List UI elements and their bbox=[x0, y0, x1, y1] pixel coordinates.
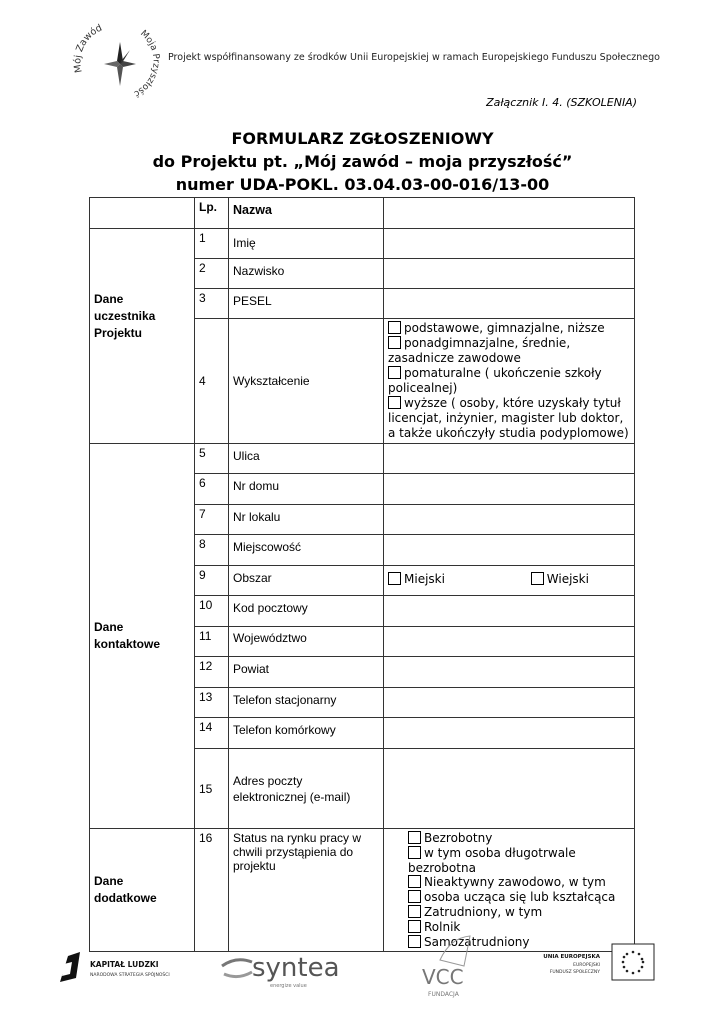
row-nr: 9 bbox=[195, 566, 229, 596]
county-field[interactable] bbox=[384, 657, 635, 688]
eu-sub2: FUNDUSZ SPOŁECZNY bbox=[549, 970, 600, 975]
status-option[interactable]: Bezrobotny bbox=[408, 831, 630, 846]
syntea-tagline: energize value bbox=[270, 983, 307, 989]
education-options bbox=[384, 319, 635, 444]
vcc-subtitle: FUNDACJA bbox=[428, 991, 459, 998]
header-lp: Lp. bbox=[195, 198, 229, 229]
vcc-wordmark: VCC bbox=[422, 965, 464, 989]
project-title: do Projektu pt. „Mój zawód – moja przyszłość” bbox=[152, 152, 573, 171]
project-logo bbox=[72, 20, 164, 98]
row-label-county: Powiat bbox=[229, 657, 384, 688]
checkbox-icon bbox=[408, 846, 421, 859]
annex-label: Załącznik I. 4. (SZKOLENIA) bbox=[486, 96, 637, 109]
eu-logo bbox=[543, 944, 654, 980]
header-name: Nazwa bbox=[229, 198, 384, 229]
postal-code-field[interactable] bbox=[384, 596, 635, 627]
row-nr: 7 bbox=[195, 505, 229, 535]
row-label-flat-nr: Nr lokalu bbox=[229, 505, 384, 535]
status-option[interactable]: w tym osoba długotrwale bezrobotna bbox=[408, 845, 576, 875]
row-nr: 13 bbox=[195, 688, 229, 718]
row-label-landline: Telefon stacjonarny bbox=[229, 688, 384, 718]
row-nr: 16 bbox=[195, 829, 229, 952]
checkbox-icon bbox=[388, 336, 401, 349]
svg-text:Mój Zawód bbox=[72, 23, 104, 74]
education-option[interactable]: ponadgimnazjalne, średnie, zasadnicze zawodowe bbox=[388, 336, 571, 365]
row-label-email: Adres poczty elektronicznej (e-mail) bbox=[229, 749, 384, 829]
education-option[interactable]: wyższe ( osoby, które uzyskały tytuł licencjat, inżynier, magister lub doktor, a także ukończyły studia podyplomowe) bbox=[388, 396, 629, 440]
row-label-street: Ulica bbox=[229, 444, 384, 474]
row-label-first-name: Imię bbox=[229, 229, 384, 259]
row-nr: 11 bbox=[195, 627, 229, 657]
row-label-education: Wykształcenie bbox=[229, 319, 384, 444]
checkbox-icon bbox=[408, 875, 421, 888]
compass-star-icon bbox=[104, 42, 136, 86]
row-label-house-nr: Nr domu bbox=[229, 474, 384, 505]
checkbox-icon bbox=[388, 366, 401, 379]
syntea-wordmark: syntea bbox=[252, 953, 340, 983]
row-label-labor-status: Status na rynku pracy w chwili przystąpienia do projektu bbox=[229, 829, 384, 952]
row-nr: 12 bbox=[195, 657, 229, 688]
checkbox-icon bbox=[408, 905, 421, 918]
street-field[interactable] bbox=[384, 444, 635, 474]
svg-text:Moja Przyszłość bbox=[132, 29, 161, 98]
eu-flag-icon bbox=[612, 944, 654, 980]
cofinance-note: Projekt współfinansowany ze środków Unii Europejskiej w ramach Europejskiego Funduszu Społecznego bbox=[168, 52, 660, 63]
status-option[interactable]: Zatrudniony, w tym bbox=[408, 905, 630, 920]
status-option[interactable]: Samozatrudniony bbox=[408, 935, 630, 950]
syntea-logo bbox=[222, 953, 340, 989]
eu-sub1: EUROPEJSKI bbox=[573, 963, 600, 968]
flat-nr-field[interactable] bbox=[384, 505, 635, 535]
row-label-last-name: Nazwisko bbox=[229, 259, 384, 289]
row-label-voivodeship: Województwo bbox=[229, 627, 384, 657]
row-nr: 3 bbox=[195, 289, 229, 319]
status-option[interactable]: Nieaktywny zawodowo, w tym bbox=[408, 875, 630, 890]
education-option[interactable]: pomaturalne ( ukończenie szkoły policealnej) bbox=[388, 366, 602, 395]
row-label-area: Obszar bbox=[229, 566, 384, 596]
area-options bbox=[384, 566, 635, 596]
form-title: FORMULARZ ZGŁOSZENIOWY bbox=[231, 129, 494, 148]
kapital-ludzki-logo bbox=[60, 952, 170, 982]
vcc-foundation-logo bbox=[422, 936, 470, 998]
row-label-pesel: PESEL bbox=[229, 289, 384, 319]
row-nr: 4 bbox=[195, 319, 229, 444]
checkbox-icon bbox=[388, 572, 401, 585]
checkbox-icon bbox=[408, 831, 421, 844]
group-participant: Dane uczestnika Projektu bbox=[90, 229, 195, 444]
row-nr: 10 bbox=[195, 596, 229, 627]
kl-subtitle: NARODOWA STRATEGIA SPÓJNOŚCI bbox=[90, 973, 170, 978]
kl-title: KAPITAŁ LUDZKI bbox=[90, 960, 159, 969]
first-name-field[interactable] bbox=[384, 229, 635, 259]
checkbox-icon bbox=[388, 321, 401, 334]
header-value-cell bbox=[384, 198, 635, 229]
checkbox-icon bbox=[388, 396, 401, 409]
area-option-urban[interactable]: Miejski bbox=[388, 572, 445, 586]
row-label-city: Miejscowość bbox=[229, 535, 384, 566]
row-nr: 8 bbox=[195, 535, 229, 566]
project-number: numer UDA-POKL. 03.04.03-00-016/13-00 bbox=[175, 175, 550, 194]
logo-text-top: Mój Zawód bbox=[72, 22, 104, 74]
footer-logos bbox=[0, 930, 725, 1010]
group-additional: Dane dodatkowe bbox=[90, 829, 195, 952]
education-option[interactable]: podstawowe, gimnazjalne, niższe bbox=[388, 321, 630, 336]
checkbox-icon bbox=[408, 890, 421, 903]
row-nr: 2 bbox=[195, 259, 229, 289]
eu-title: UNIA EUROPEJSKA bbox=[543, 954, 600, 960]
registration-form-table bbox=[89, 197, 635, 952]
voivodeship-field[interactable] bbox=[384, 627, 635, 657]
email-field[interactable] bbox=[384, 749, 635, 829]
row-nr: 6 bbox=[195, 474, 229, 505]
row-nr: 1 bbox=[195, 229, 229, 259]
city-field[interactable] bbox=[384, 535, 635, 566]
header-empty-cell bbox=[90, 198, 195, 229]
landline-field[interactable] bbox=[384, 688, 635, 718]
status-option[interactable]: Rolnik bbox=[408, 920, 630, 935]
row-nr: 5 bbox=[195, 444, 229, 474]
group-contact: Dane kontaktowe bbox=[90, 444, 195, 829]
status-option[interactable]: osoba ucząca się lub kształcąca bbox=[408, 890, 630, 905]
checkbox-icon bbox=[531, 572, 544, 585]
row-label-postal-code: Kod pocztowy bbox=[229, 596, 384, 627]
row-nr: 14 bbox=[195, 718, 229, 749]
area-option-rural[interactable]: Wiejski bbox=[531, 572, 589, 586]
row-nr: 15 bbox=[195, 749, 229, 829]
mobile-field[interactable] bbox=[384, 718, 635, 749]
logo-text-side: Moja Przyszłość bbox=[132, 28, 161, 98]
row-label-mobile: Telefon komórkowy bbox=[229, 718, 384, 749]
pesel-field[interactable] bbox=[384, 289, 635, 319]
last-name-field[interactable] bbox=[384, 259, 635, 289]
house-nr-field[interactable] bbox=[384, 474, 635, 505]
